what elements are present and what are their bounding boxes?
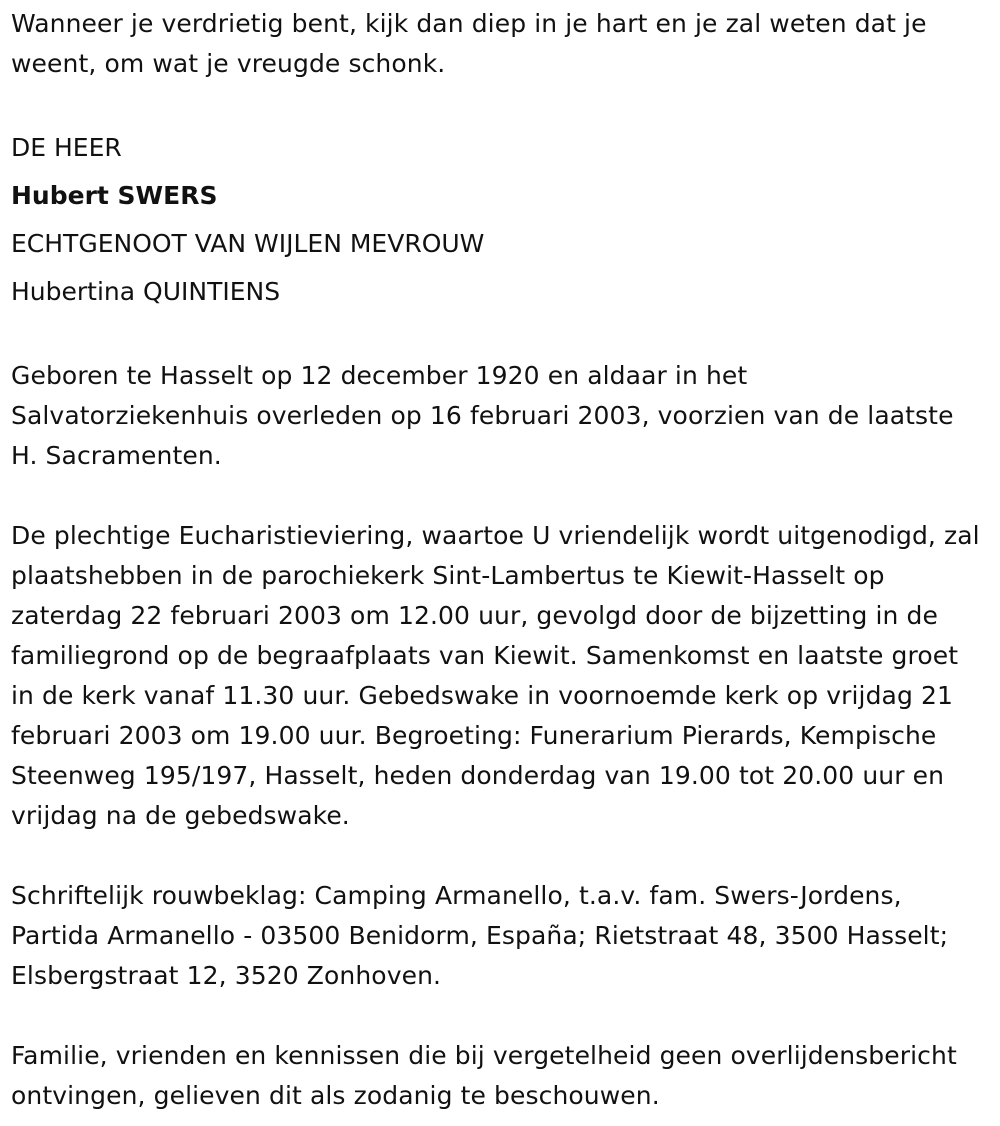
deceased-header (11, 124, 980, 316)
relation-line: ECHTGENOOT VAN WIJLEN MEVROUW (11, 229, 485, 258)
condolences-paragraph: Schriftelijk rouwbeklag: Camping Armanello, t.a.v. fam. Swers-Jordens, Partida Armanello - 03500 Benidorm, España; Rietstraat 48, 3500 Hasselt; Elsbergstraat 12, 3520 Zonhoven. (11, 881, 949, 990)
spacer (11, 476, 980, 516)
title-prefix: DE HEER (11, 133, 122, 162)
spouse-name: Hubertina QUINTIENS (11, 277, 281, 306)
opening-quote: Wanneer je verdrietig bent, kijk dan diep in je hart en je zal weten dat je weent, om wat je vreugde schonk. (11, 9, 927, 78)
ceremony-paragraph: De plechtige Eucharistieviering, waartoe U vriendelijk wordt uitgenodigd, zal plaatshebben in de parochiekerk Sint-Lambertus te Kiewit-Hasselt op zaterdag 22 februari 2003 om 12.00 uur, gevolgd door de bijzetting in de familiegrond op de begraafplaats van Kiewit. Samenkomst en laatste groet in de kerk vanaf 11.30 uur. Gebedswake in voornoemde kerk op vrijdag 21 februari 2003 om 19.00 uur. Begroeting: Funerarium Pierards, Kempische Steenweg 195/197, Hasselt, heden donderdag van 19.00 tot 20.00 uur en vrijdag na de gebedswake. (11, 521, 980, 830)
birth-death-paragraph: Geboren te Hasselt op 12 december 1920 en aldaar in het Salvatorziekenhuis overleden op 16 februari 2003, voorzien van de laatste H. Sacramenten. (11, 361, 954, 470)
spacer (11, 996, 980, 1036)
spacer (11, 836, 980, 876)
deceased-name: Hubert SWERS (11, 181, 218, 210)
notice-paragraph: Familie, vrienden en kennissen die bij vergetelheid geen overlijdensbericht ontvingen, gelieven dit als zodanig te beschouwen. (11, 1041, 957, 1110)
spacer (11, 84, 980, 124)
spacer (11, 316, 980, 356)
